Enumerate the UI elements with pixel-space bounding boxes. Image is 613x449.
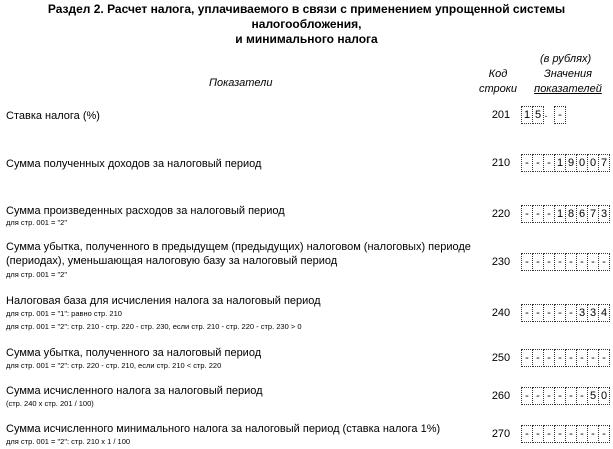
value-cells [522,253,610,271]
value-cell[interactable]: 1 [554,154,566,172]
section-title [0,2,613,47]
row-code: 210 [491,157,511,169]
row-note: для стр. 001 = "2": стр. 210 - стр. 220 - стр. 230, если стр. 210 - стр. 220 - стр. 230 > 0 [6,322,302,331]
value-cell[interactable]: - [598,425,610,443]
value-cell[interactable]: 4 [598,304,610,322]
value-cells [522,154,610,172]
column-header-values-line-1: Значения [543,68,593,80]
value-cells [522,387,610,405]
column-header-indicators: Показатели [209,77,273,89]
column-header-code [478,67,518,97]
value-cell[interactable]: - [554,106,566,124]
value-cell[interactable]: - [521,304,533,322]
column-header-values-line-2: показателей [534,83,602,95]
value-cell[interactable]: - [521,253,533,271]
value-cell[interactable]: - [565,304,577,322]
row-code: 220 [491,208,511,220]
row-label: Сумма полученных доходов за налоговый период [6,158,262,170]
section-title-line-2: налогообложения, [251,17,362,31]
value-cell[interactable]: - [532,387,544,405]
row-label: Ставка налога (%) [6,110,100,122]
value-cell[interactable]: 1 [521,106,533,124]
row-note: (стр. 240 х стр. 201 / 100) [6,399,94,408]
value-cells [522,106,566,124]
value-cell[interactable]: - [576,387,588,405]
row-label: Сумма убытка, полученного за налоговый период [6,347,262,359]
value-cell[interactable]: - [554,304,566,322]
value-cell[interactable]: - [543,349,555,367]
row-label: Сумма исчисленного налога за налоговый период [6,385,263,397]
value-cell[interactable]: 6 [576,205,588,223]
decimal-point: . [544,108,548,120]
value-cell[interactable]: 0 [587,154,599,172]
value-cell[interactable]: - [543,425,555,443]
value-cell[interactable]: 9 [565,154,577,172]
row-code: 201 [491,109,511,121]
value-cell[interactable]: - [554,253,566,271]
value-cell[interactable]: - [543,205,555,223]
value-cell[interactable]: - [576,253,588,271]
value-cell[interactable]: - [543,253,555,271]
value-cell[interactable]: - [565,349,577,367]
row-label: Сумма исчисленного минимального налога за налоговый период (ставка налога 1%) [6,423,441,435]
value-cell[interactable]: - [521,425,533,443]
row-note: для стр. 001 = "2": стр. 220 - стр. 210, если стр. 210 < стр. 220 [6,361,222,370]
value-cell[interactable]: 3 [587,304,599,322]
value-cell[interactable]: 8 [565,205,577,223]
row-code: 270 [491,428,511,440]
value-cell[interactable]: 7 [587,205,599,223]
row-note: для стр. 001 = "2": стр. 210 х 1 / 100 [6,437,131,446]
column-header-code-line-1: Код [488,68,508,80]
value-cell[interactable]: - [576,425,588,443]
row-code: 260 [491,390,511,402]
row-note: для стр. 001 = "2" [6,218,67,227]
value-cell[interactable]: 3 [576,304,588,322]
row-code: 250 [491,352,511,364]
row-label: Сумма произведенных расходов за налоговый период [6,205,285,217]
section-title-line-3: и минимального налога [235,32,378,46]
column-header-code-line-2: строки [478,83,518,95]
value-cell[interactable]: - [532,304,544,322]
row-code: 240 [491,307,511,319]
value-cell[interactable]: 0 [598,387,610,405]
value-cells [522,205,610,223]
value-cell[interactable]: - [532,205,544,223]
value-cell[interactable]: - [587,253,599,271]
row-note: для стр. 001 = "1": равно стр. 210 [6,309,122,318]
column-header-values [530,67,606,97]
value-cell[interactable]: - [521,349,533,367]
value-cells [522,349,610,367]
value-cells [522,425,610,443]
value-cell[interactable]: - [521,205,533,223]
value-cell[interactable]: - [587,425,599,443]
value-cell[interactable]: - [543,154,555,172]
value-cell[interactable]: - [554,349,566,367]
value-cell[interactable]: - [598,349,610,367]
value-cell[interactable]: - [565,253,577,271]
value-cell[interactable]: - [521,387,533,405]
value-cell[interactable]: - [587,349,599,367]
value-cell[interactable]: 7 [598,154,610,172]
value-cell[interactable]: - [532,425,544,443]
value-cell[interactable]: - [554,425,566,443]
section-title-line-1: Раздел 2. Расчет налога, уплачиваемого в связи с применением упрощенной системы [47,2,566,16]
value-cell[interactable]: - [598,253,610,271]
value-cell[interactable]: - [532,349,544,367]
value-cell[interactable]: - [543,304,555,322]
row-label: Сумма убытка, полученного в предыдущем (предыдущих) налоговом (налоговых) периоде (периодах), уменьшающая налоговую базу за налоговый период [6,241,471,267]
value-cell[interactable]: - [565,387,577,405]
value-cell[interactable]: - [532,154,544,172]
row-code: 230 [491,256,511,268]
value-cell[interactable]: 1 [554,205,566,223]
row-note: для стр. 001 = "2" [6,270,67,279]
value-cell[interactable]: - [521,154,533,172]
value-cell[interactable]: - [554,387,566,405]
row-label: Налоговая база для исчисления налога за налоговый период [6,295,321,307]
value-cell[interactable]: 5 [587,387,599,405]
value-cell[interactable]: 3 [598,205,610,223]
value-cell[interactable]: 0 [576,154,588,172]
value-cell[interactable]: 5 [532,106,544,124]
value-cells [522,304,610,322]
value-cell[interactable]: - [565,425,577,443]
value-cell[interactable]: - [532,253,544,271]
value-cell[interactable]: - [543,387,555,405]
value-cell[interactable]: - [576,349,588,367]
units-note: (в рублях) [540,53,592,65]
